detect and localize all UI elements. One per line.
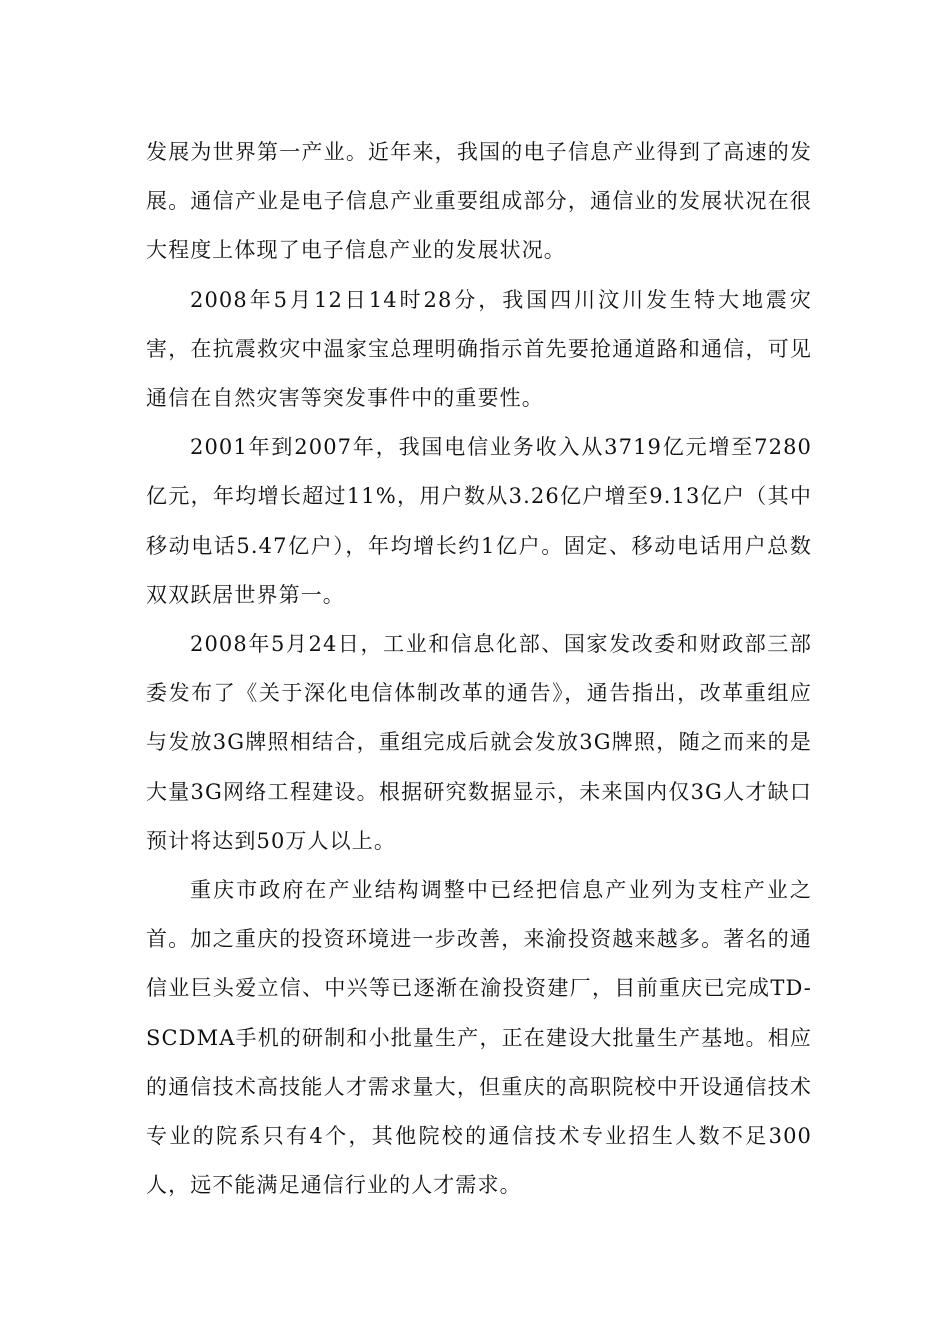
document-body	[146, 128, 812, 1210]
paragraph-4: 2008年5月24日，工业和信息化部、国家发改委和财政部三部委发布了《关于深化电信体制改革的通告》，通告指出，改革重组应与发放3G牌照相结合，重组完成后就会发放3G牌照，随之而来的是大量3G网络工程建设。根据研究数据显示，未来国内仅3G人才缺口预计将达到50万人以上。	[146, 632, 812, 853]
paragraph-2: 2008年5月12日14时28分，我国四川汶川发生特大地震灾害，在抗震救灾中温家宝总理明确指示首先要抢通道路和通信，可见通信在自然灾害等突发事件中的重要性。	[146, 287, 812, 411]
paragraph-3: 2001年到2007年，我国电信业务收入从3719亿元增至7280亿元，年均增长超过11%，用户数从3.26亿户增至9.13亿户（其中移动电话5.47亿户），年均增长约1亿户。固定、移动电话用户总数双双跃居世界第一。	[146, 435, 812, 607]
paragraph-5: 重庆市政府在产业结构调整中已经把信息产业列为支柱产业之首。加之重庆的投资环境进一步改善，来渝投资越来越多。著名的通信业巨头爱立信、中兴等已逐渐在渝投资建厂，目前重庆已完成TD-SCDMA手机的研制和小批量生产，正在建设大批量生产基地。相应的通信技术高技能人才需求量大，但重庆的高职院校中开设通信技术专业的院系只有4个，其他院校的通信技术专业招生人数不足300人，远不能满足通信行业的人才需求。	[146, 878, 812, 1198]
paragraph-1: 发展为世界第一产业。近年来，我国的电子信息产业得到了高速的发展。通信产业是电子信息产业重要组成部分，通信业的发展状况在很大程度上体现了电子信息产业的发展状况。	[146, 140, 812, 263]
